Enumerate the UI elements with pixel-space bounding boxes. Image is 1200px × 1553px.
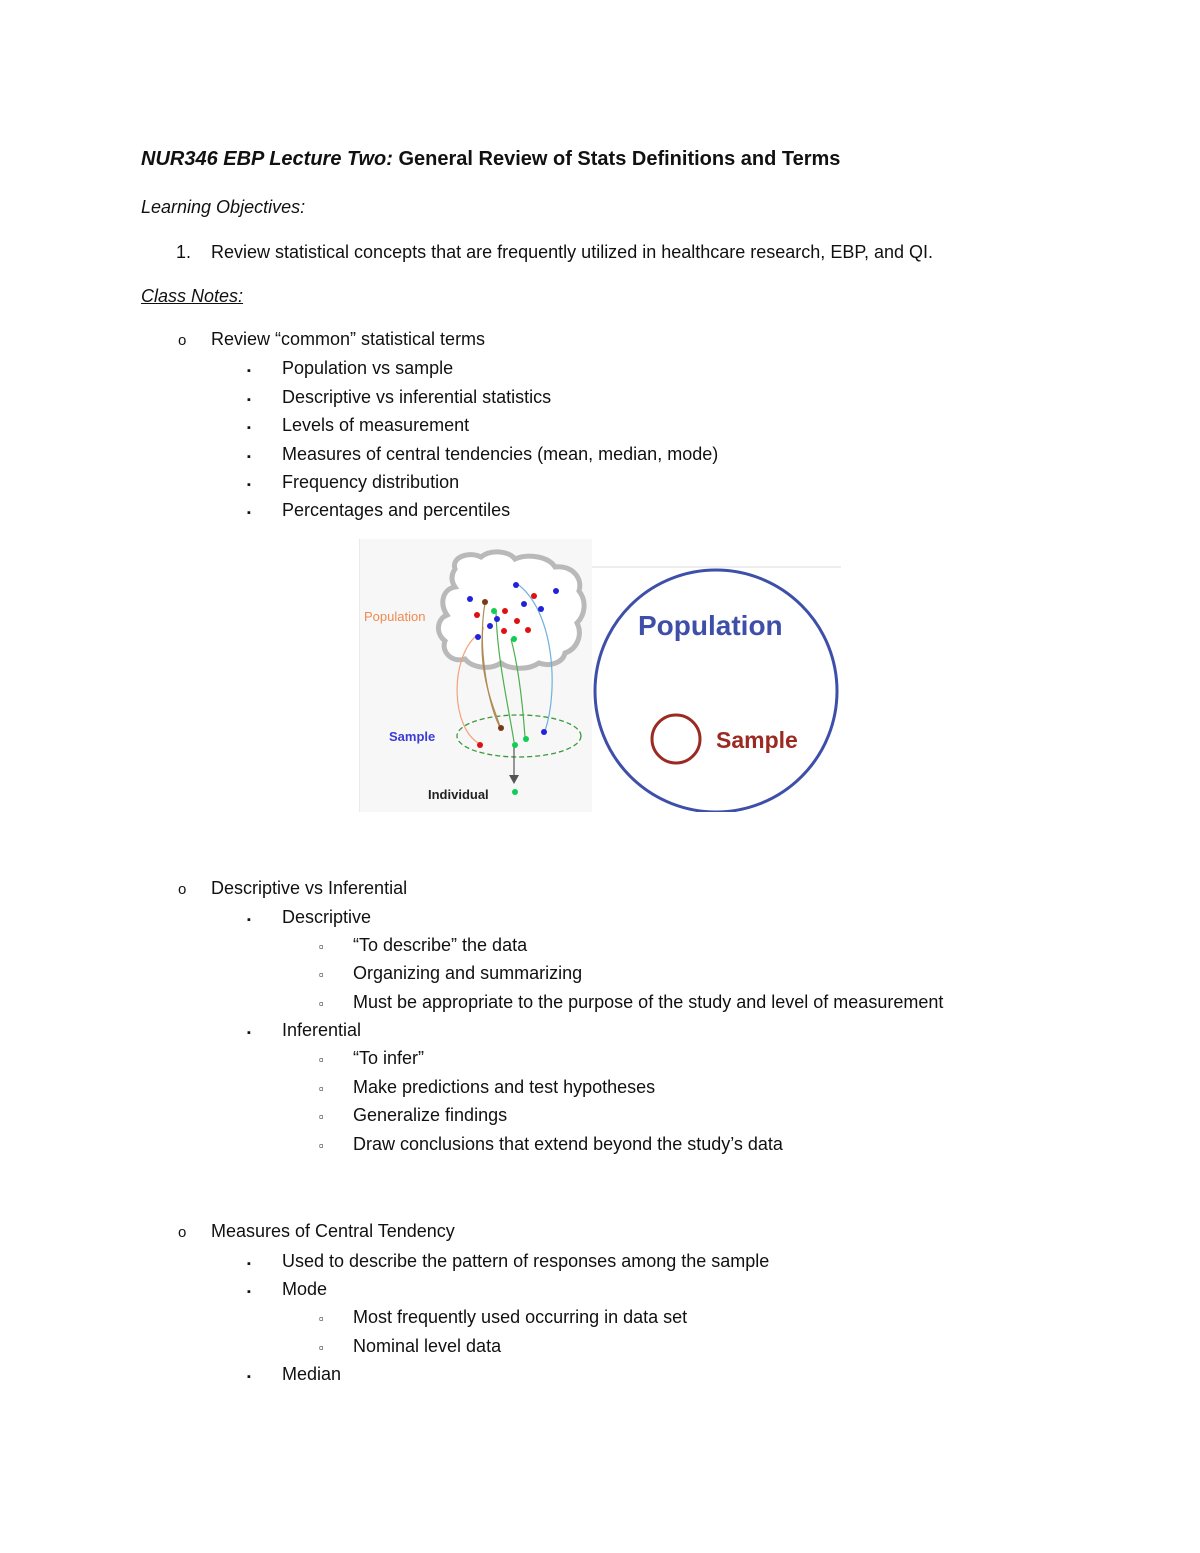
bullet-square: ▪ <box>247 422 251 434</box>
class-notes-heading: Class Notes: <box>141 286 244 306</box>
list-item: Generalize findings <box>353 1105 508 1125</box>
objective-text: Review statistical concepts that are frequently utilized in healthcare research, EBP, and QI. <box>211 242 934 262</box>
sample-circle <box>652 715 700 763</box>
bullet-hollow-square: ▫ <box>319 996 324 1011</box>
list-item: Measures of central tendencies (mean, median, mode) <box>282 444 719 464</box>
bullet-square: ▪ <box>247 394 251 406</box>
bullet-square: ▪ <box>247 914 251 926</box>
bullet-square: ▪ <box>247 1027 251 1039</box>
list-item: “To infer” <box>353 1048 425 1068</box>
sample-label-left: Sample <box>389 729 436 744</box>
bullet-square: ▪ <box>247 507 251 519</box>
bullet-hollow-square: ▫ <box>319 1109 324 1124</box>
bullet-square: ▪ <box>247 1258 251 1270</box>
list-item-mode: Mode <box>282 1279 328 1299</box>
bullet-square: ▪ <box>247 451 251 463</box>
population-cloud-shape <box>438 552 584 668</box>
list-item: Most frequently used occurring in data set <box>353 1307 688 1327</box>
bullet-circle: o <box>178 1224 187 1241</box>
list-item: Levels of measurement <box>282 415 470 435</box>
section-descriptive-inferential: Descriptive vs Inferential <box>211 878 408 898</box>
section-central-tendency: Measures of Central Tendency <box>211 1221 455 1241</box>
list-item: Must be appropriate to the purpose of the study and level of measurement <box>353 992 944 1012</box>
list-item: Used to describe the pattern of responses among the sample <box>282 1251 770 1271</box>
bullet-square: ▪ <box>247 365 251 377</box>
bullet-square: ▪ <box>247 479 251 491</box>
bullet-circle: o <box>178 881 187 898</box>
list-item: Population vs sample <box>282 358 454 378</box>
list-item: Draw conclusions that extend beyond the study’s data <box>353 1134 783 1154</box>
bullet-hollow-square: ▫ <box>319 967 324 982</box>
bullet-hollow-square: ▫ <box>319 1081 324 1096</box>
list-item: Organizing and summarizing <box>353 963 583 983</box>
list-item: Percentages and percentiles <box>282 500 511 520</box>
bullet-hollow-square: ▫ <box>319 1138 324 1153</box>
population-circle <box>595 570 837 812</box>
learning-objectives-heading: Learning Objectives: <box>141 197 306 217</box>
bullet-square: ▪ <box>247 1371 251 1383</box>
bullet-hollow-square: ▫ <box>319 1052 324 1067</box>
list-item-inferential: Inferential <box>282 1020 362 1040</box>
population-label-left: Population <box>364 609 426 624</box>
list-item: Make predictions and test hypotheses <box>353 1077 656 1097</box>
page-title: NUR346 EBP Lecture Two: General Review of Stats Definitions and Terms <box>141 148 841 170</box>
objective-number: 1. <box>176 242 192 262</box>
list-item-descriptive: Descriptive <box>282 907 372 927</box>
bullet-hollow-square: ▫ <box>319 1311 324 1326</box>
bullet-circle: o <box>178 332 187 349</box>
list-item-median: Median <box>282 1364 342 1384</box>
bullet-hollow-square: ▫ <box>319 1340 324 1355</box>
individual-label: Individual <box>428 787 489 802</box>
bullet-square: ▪ <box>247 1286 251 1298</box>
individual-dot <box>512 789 518 795</box>
list-item: Descriptive vs inferential statistics <box>282 387 552 407</box>
list-item: Frequency distribution <box>282 472 460 492</box>
population-label-right: Population <box>638 610 783 641</box>
bullet-hollow-square: ▫ <box>319 939 324 954</box>
population-sample-figure <box>359 539 841 812</box>
sample-label-right: Sample <box>716 727 798 753</box>
section-review-terms: Review “common” statistical terms <box>211 329 486 349</box>
list-item: “To describe” the data <box>353 935 528 955</box>
list-item: Nominal level data <box>353 1336 502 1356</box>
